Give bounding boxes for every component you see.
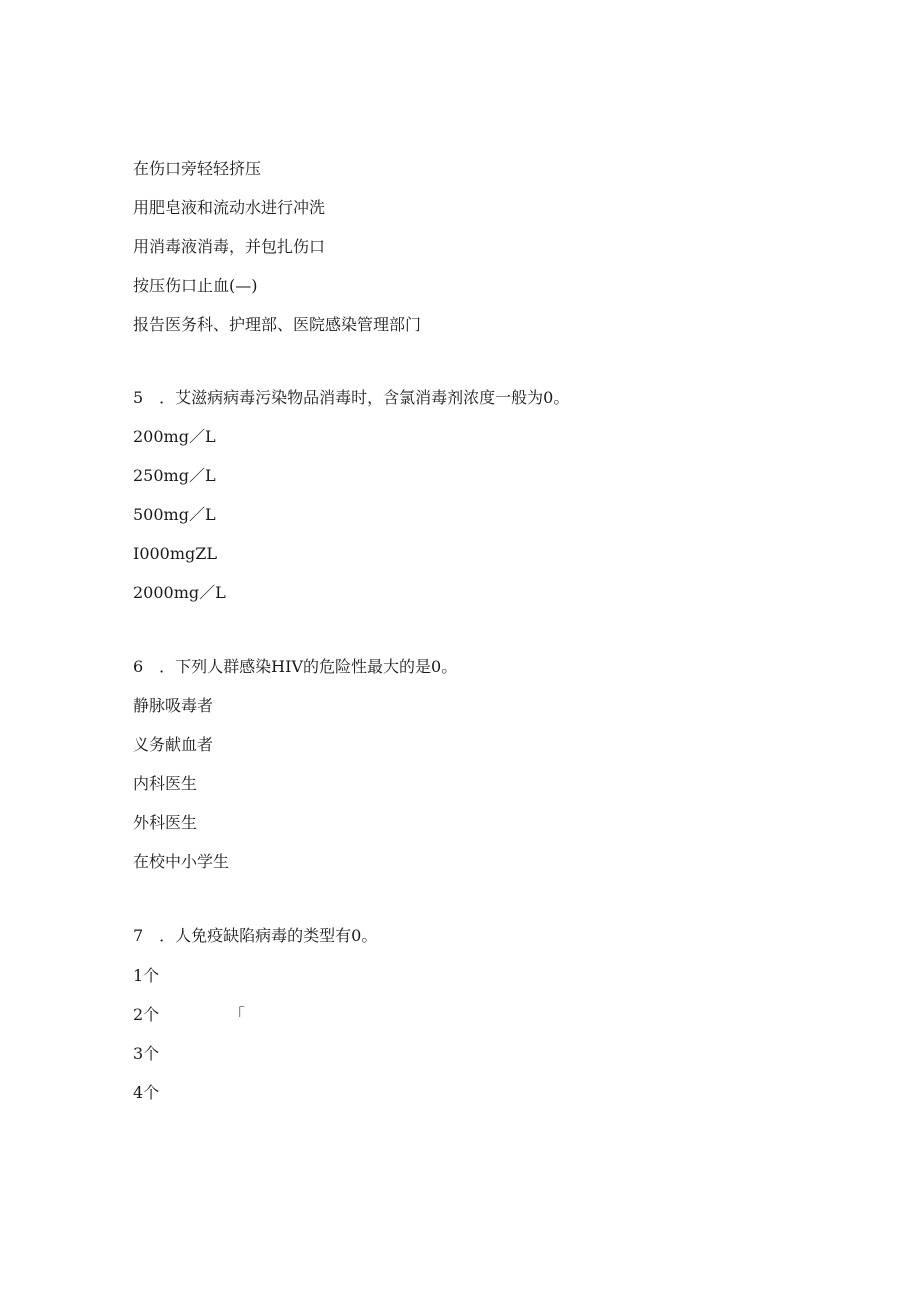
q4-option-5: 报告医务科、护理部、医院感染管理部门: [133, 315, 422, 334]
q5-option-1: 200mg／L: [133, 427, 216, 446]
q5-question-text: 5 ．艾滋病病毒污染物品消毒时，含氯消毒剂浓度一般为0。: [133, 388, 570, 407]
q7-option-2: 2个: [133, 1005, 160, 1024]
q7-question-text: 7 ．人免疫缺陷病毒的类型有0。: [133, 926, 378, 945]
q4-option-1: 在伤口旁轻轻挤压: [133, 159, 262, 178]
q6-option-4: 外科医生: [133, 813, 198, 832]
q5-option-3: 500mg／L: [133, 505, 216, 524]
q6-option-2: 义务献血者: [133, 735, 214, 754]
q6-question-text: 6 ．下列人群感染HIV的危险性最大的是0。: [133, 657, 458, 676]
q6-option-3: 内科医生: [133, 774, 198, 793]
q7-option-1: 1个: [133, 966, 160, 985]
q5-option-2: 250mg／L: [133, 466, 216, 485]
q4-option-4: 按压伤口止血(—): [133, 276, 258, 295]
q7-option-3: 3个: [133, 1044, 160, 1063]
q4-option-2: 用肥皂液和流动水进行冲洗: [133, 198, 326, 217]
q7-option-4: 4个: [133, 1083, 160, 1102]
q6-option-5: 在校中小学生: [133, 852, 230, 871]
q5-option-5: 2000mg／L: [133, 583, 226, 602]
q7-stray-bracket-mark: 「: [229, 1005, 246, 1024]
q4-option-3: 用消毒液消毒，并包扎伤口: [133, 237, 326, 256]
q6-option-1: 静脉吸毒者: [133, 696, 214, 715]
q5-option-4: I000mgZL: [133, 544, 218, 563]
